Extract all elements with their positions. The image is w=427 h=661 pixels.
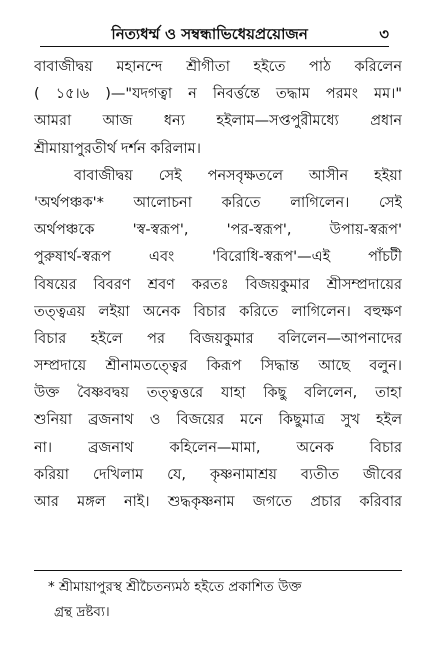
text-line: বিষয়ের বিবরণ শ্রবণ করতঃ বিজয়কুমার শ্রীসম্প্রদায়ের — [34, 276, 402, 293]
text-line: সম্প্রদায়ে শ্রীনামতত্ত্বের কিরূপ সিদ্ধান্ত আছে বলুন। — [34, 358, 402, 375]
footnote-line: * শ্রীমায়াপুরস্থ শ্রীচৈতন্যমঠ হইতে প্রকাশিত উক্ত — [48, 579, 302, 595]
footnote — [48, 575, 402, 625]
text-line: উক্ত বৈষ্ণবদ্বয় তত্ত্বত্তরে যাহা কিছু বলিলেন, তাহা — [34, 385, 402, 402]
running-header — [40, 20, 389, 47]
text-line: বাবাজীদ্বয় সেই পনসবৃক্ষতলে আসীন হইয়া — [74, 167, 402, 184]
text-line: পুরুষার্থ-স্বরূপ এবং 'বিরোধি-স্বরূপ'—এই পাঁচটী — [34, 249, 402, 266]
text-line: ( ১৫।৬ )—"যদগত্বা ন নিবর্ত্তন্তে তদ্ধাম পরমং মম।" — [34, 86, 402, 103]
text-line: করিয়া দেখিলাম যে, কৃষ্ণনামাশ্রয় ব্যতীত জীবের — [34, 466, 402, 483]
running-title: নিত্যধর্ম্ম ও সম্বন্ধাভিধেয়প্রয়োজন — [111, 25, 308, 43]
text-line: 'অর্থপঞ্চক'* আলোচনা করিতে লাগিলেন। সেই — [34, 194, 402, 211]
text-line: তত্ত্বত্রয় লইয়া অনেক বিচার করিতে লাগিলেন। বহুক্ষণ — [34, 303, 402, 320]
text-line: না। ব্রজনাথ কহিলেন—মামা, অনেক বিচার — [34, 439, 402, 456]
text-line: শ্রীমায়াপুরতীর্থ দর্শন করিলাম। — [34, 140, 201, 157]
text-line: শুনিয়া ব্রজনাথ ও বিজয়ের মনে কিছুমাত্র সুখ হইল — [34, 412, 402, 429]
footnote-line: গ্রন্থ দ্রষ্টব্য। — [54, 604, 110, 620]
text-line: আর মঙ্গল নাই। শুদ্ধকৃষ্ণনাম জগতে প্রচার করিবার — [34, 494, 402, 510]
footnote-divider — [34, 570, 402, 571]
text-line: বিচার হইলে পর বিজয়কুমার বলিলেন—আপনাদের — [34, 330, 402, 347]
text-line: অর্থপঞ্চকে 'স্ব-স্বরূপ', 'পর-স্বরূপ', উপায়-স্বরূপ' — [34, 222, 402, 239]
text-line: আমরা আজ ধন্য হইলাম—সপ্তপুরীমধ্যে প্রধান — [34, 113, 402, 130]
body-text — [34, 54, 402, 516]
page-number: ৩ — [379, 25, 389, 43]
text-line: বাবাজীদ্বয় মহানন্দে শ্রীগীতা হইতে পাঠ করিলেন — [34, 59, 402, 75]
